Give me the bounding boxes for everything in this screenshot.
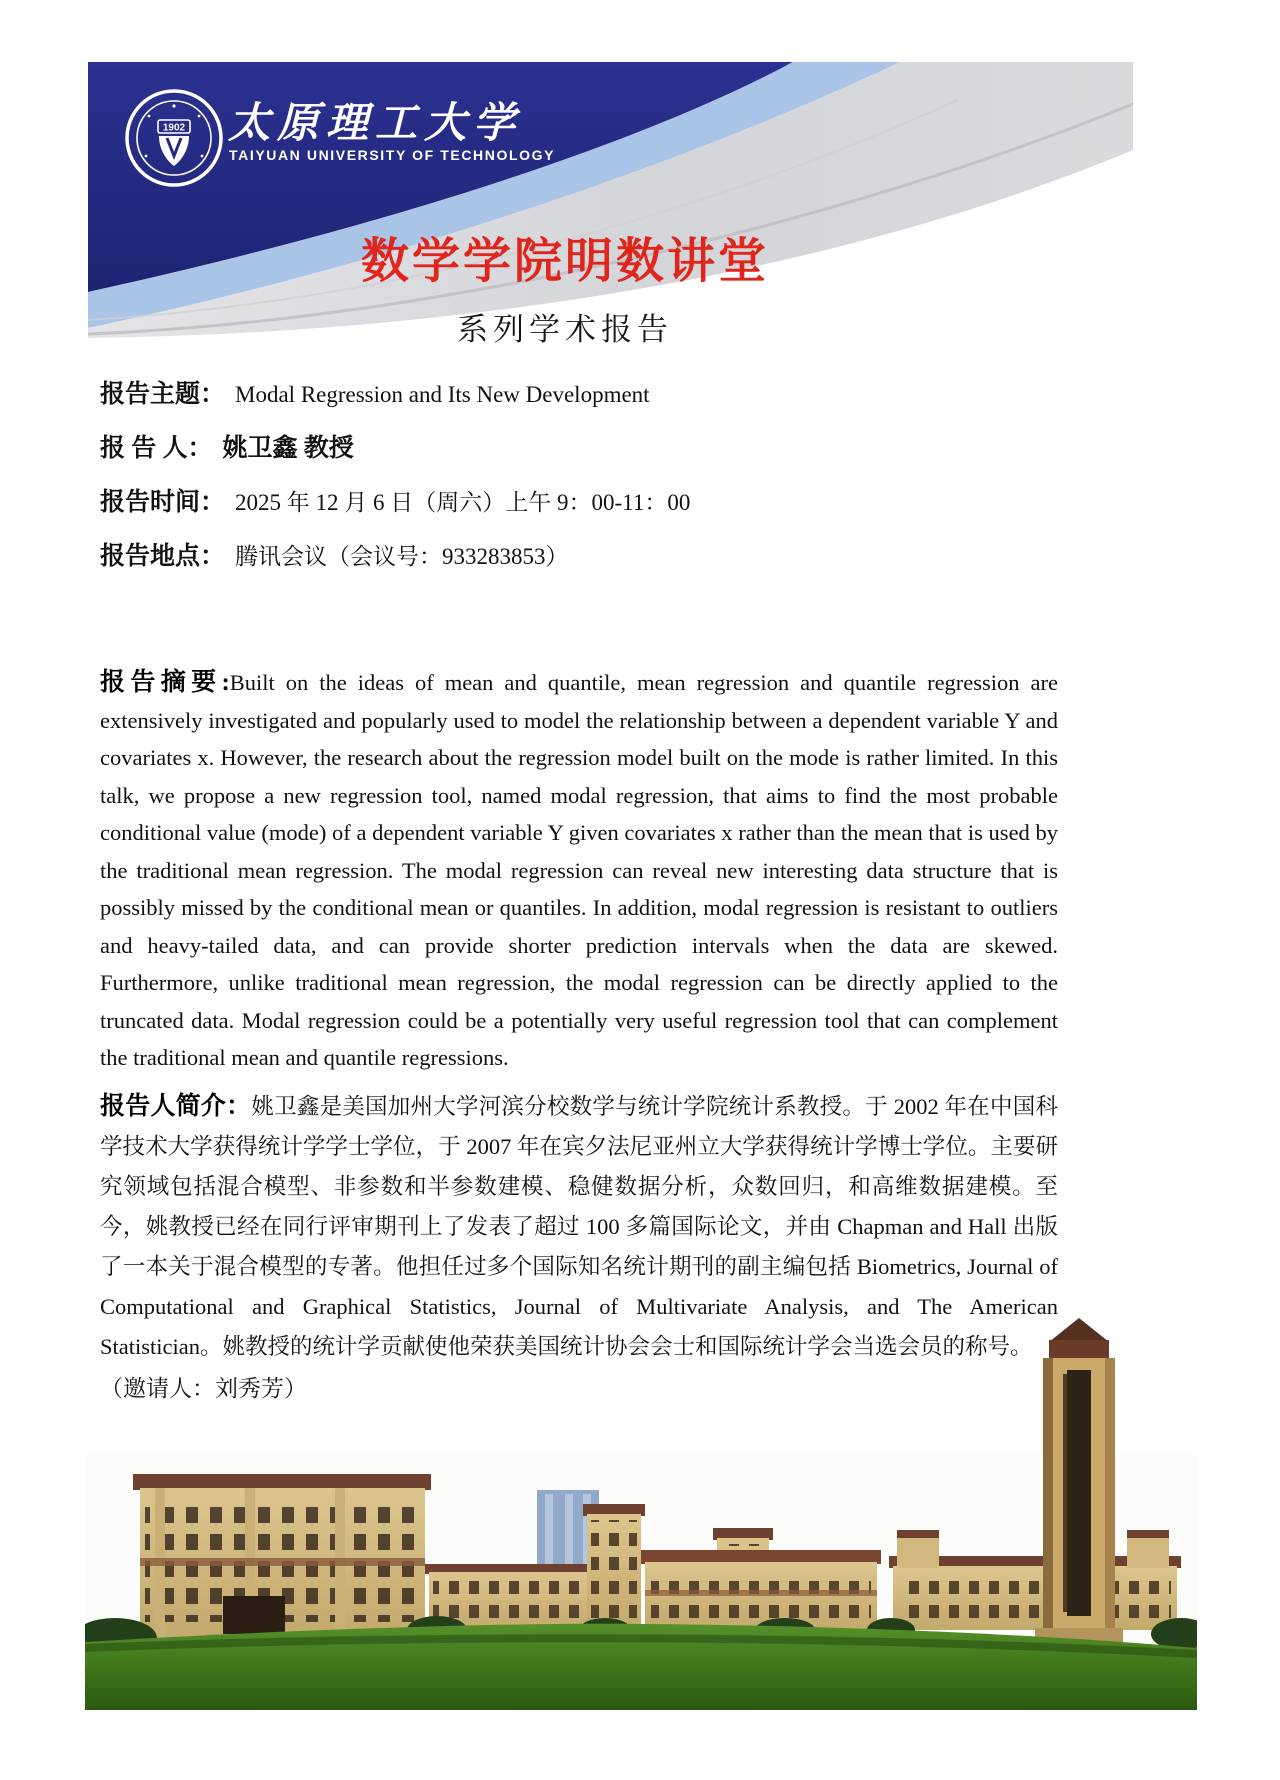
info-row-topic: [100, 378, 1058, 411]
inviter-note: （邀请人：刘秀芳）: [100, 1375, 307, 1401]
central-hall: [641, 1550, 881, 1630]
body-text-column: [100, 664, 1058, 1409]
bio-text: 姚卫鑫是美国加州大学河滨分校数学与统计学院统计系教授。于 2002 年在中国科学技术大学获得统计学学士学位，于 2007 年在宾夕法尼亚州立大学获得统计学博士学位。主要研究领域包括混合模型、非参数和半参数建模、稳健数据分析，众数回归，和高维数据建模。至今，姚教授已经在同行评审期刊上了发表了超过 100 多篇国际论文，并由 Chapman and Hall 出版了一本关于混合模型的专著。他担任过多个国际知名统计期刊的副主编包括 Biometrics, Journal of Computational and Graphical Statistics, Journal of Multivariate Analysis, and The American Statistician。姚教授的统计学贡献使他荣获美国统计协会会士和国际统计学会当选会员的称号。: [100, 1093, 1058, 1359]
info-label-speaker: 报 告 人：: [100, 435, 213, 462]
info-label-time: 报告时间：: [100, 489, 226, 516]
abstract-paragraph: [100, 664, 1058, 1077]
series-subtitle: 系列学术报告: [457, 312, 673, 347]
university-name-en: TAIYUAN UNIVERSITY OF TECHNOLOGY: [229, 147, 556, 163]
info-value-topic: Modal Regression and Its New Development: [235, 382, 650, 407]
lecture-series-title: 数学学院明数讲堂: [360, 235, 769, 288]
abstract-label: 报告摘要:: [100, 669, 230, 696]
campus-photo: [85, 1312, 1197, 1710]
university-seal: [122, 86, 226, 190]
seal-year: 1902: [162, 122, 186, 134]
info-row-speaker: [100, 432, 1058, 465]
talk-info-list: [100, 378, 1058, 594]
university-name-cn: 太原理工大学: [228, 101, 523, 147]
info-label-topic: 报告主题：: [100, 381, 226, 408]
info-value-time: 2025 年 12 月 6 日（周六）上午 9：00-11：00: [235, 490, 691, 515]
abstract-text: Built on the ideas of mean and quantile, mean regression and quantile regression are extensively investigated and popularly used to model the relationship between a dependent variable Y and covariates x. However, the research about the regression model built on the mode is rather limited. In this talk, we propose a new regression tool, named modal regression, that aims to find the most probable conditional value (mode) of a dependent variable Y given covariates x rather than the mean that is used by the traditional mean regression. The modal regression can reveal new interesting data structure that is possibly missed by the conditional mean or quantiles. In addition, modal regression is resistant to outliers and heavy-tailed data, and can provide shorter prediction intervals when the data are skewed. Furthermore, unlike traditional mean regression, the modal regression can be directly applied to the truncated data. Modal regression could be a potentially very useful regression tool that can complement the traditional mean and quantile regressions.: [100, 670, 1058, 1070]
seal-shield: [159, 136, 189, 166]
info-row-venue: [100, 540, 1058, 573]
info-value-speaker: 姚卫鑫 教授: [222, 435, 354, 462]
clock-tower: [1035, 1318, 1123, 1644]
bio-label: 报告人简介：: [100, 1092, 252, 1120]
info-value-venue: 腾讯会议（会议号：933283853）: [235, 544, 569, 569]
info-row-time: [100, 486, 1058, 519]
left-building: [133, 1474, 431, 1642]
info-label-venue: 报告地点：: [100, 543, 226, 570]
